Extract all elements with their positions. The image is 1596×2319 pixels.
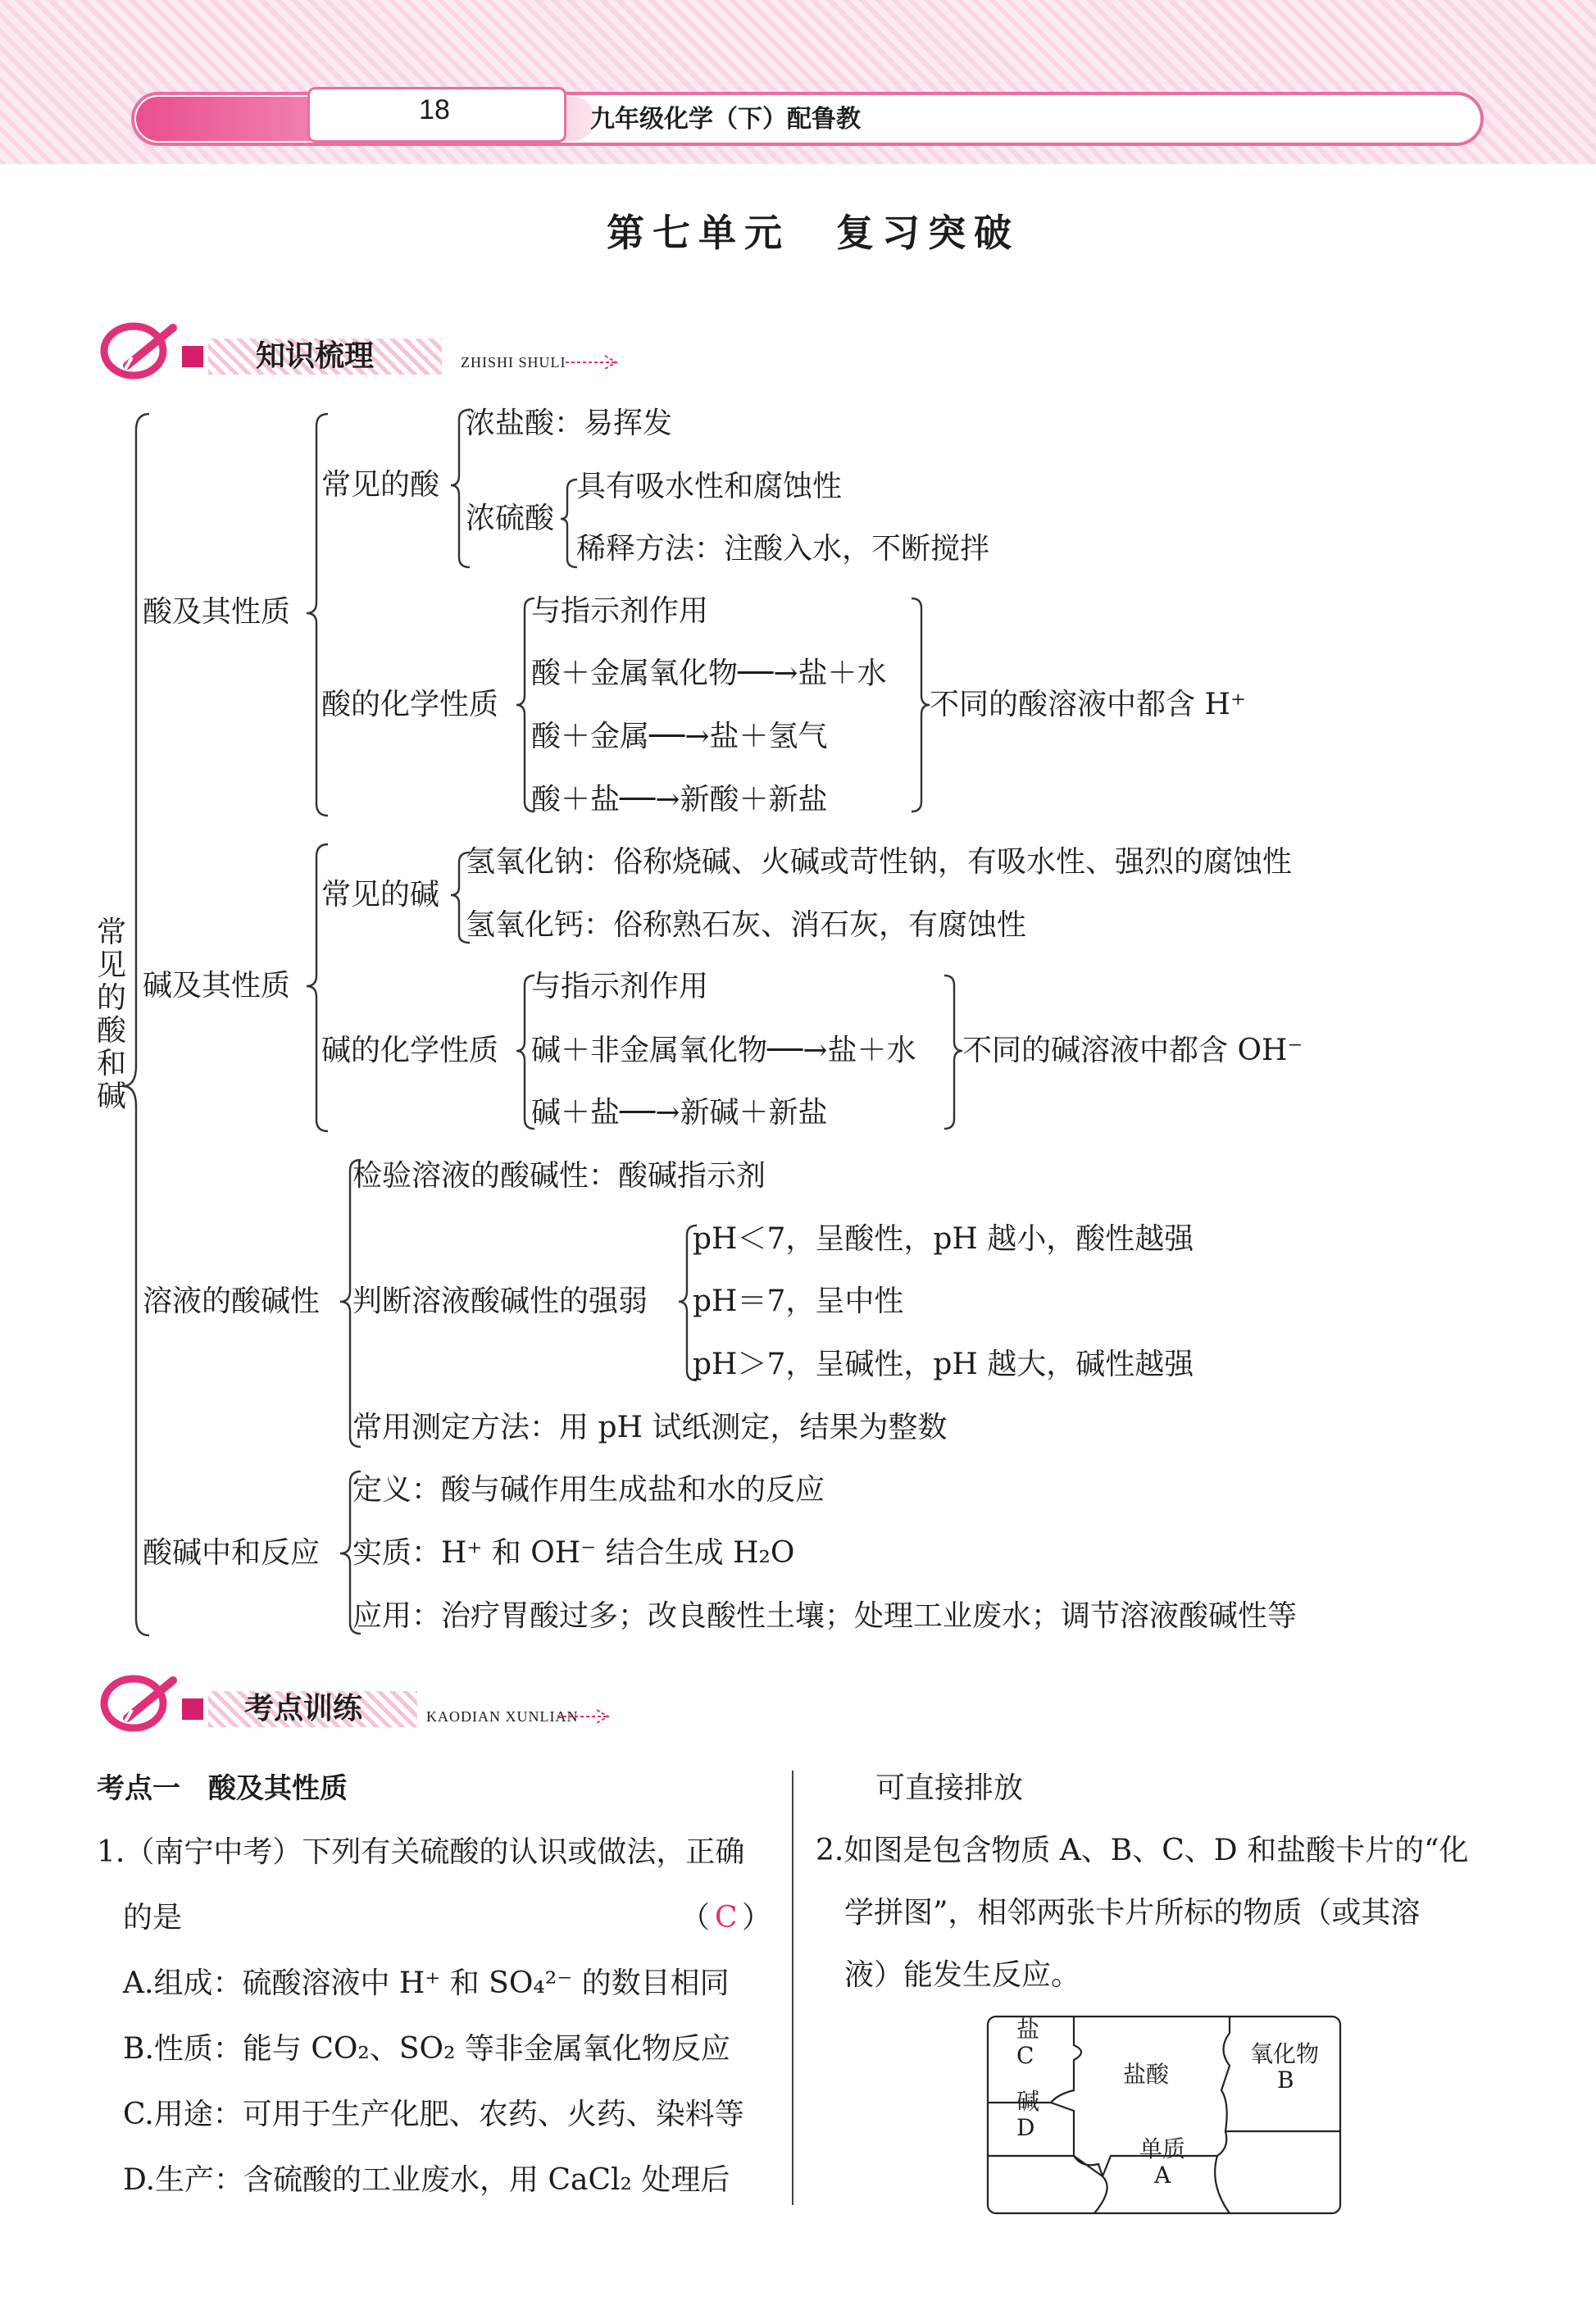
puzzle-hcl-label: 盐酸 bbox=[1123, 2061, 1170, 2088]
q1-option-d: D.生产：含硫酸的工业废水，用 CaCl₂ 处理后 bbox=[123, 2163, 730, 2197]
common-acids-label: 常见的酸 bbox=[321, 468, 440, 502]
brace-acid-chem-right bbox=[912, 598, 930, 812]
acid-chem-item-1: 与指示剂作用 bbox=[531, 594, 709, 628]
q1-stem-line2: 的是 bbox=[123, 1901, 183, 1935]
puzzle-element-label: 单质 bbox=[1139, 2135, 1186, 2162]
section-pinyin: ZHISHI SHULI bbox=[461, 354, 566, 371]
brace-acid-chem bbox=[516, 598, 534, 812]
section-title-knowledge: 知识梳理 bbox=[256, 339, 375, 372]
q1-paren-right: ） bbox=[742, 1901, 772, 1935]
h2so4-item-2: 稀释方法：注酸入水，不断搅拌 bbox=[576, 532, 990, 566]
section-marker bbox=[182, 346, 203, 367]
common-bases-item-2: 氢氧化钙：俗称熟石灰、消石灰，有腐蚀性 bbox=[466, 908, 1027, 942]
q2-line-1: 2.如图是包含物质 A、B、C、D 和盐酸卡片的“化 bbox=[816, 1834, 1469, 1867]
pen-icon-2 bbox=[94, 1664, 193, 1746]
puzzle-oxide-label: 氧化物 bbox=[1250, 2040, 1320, 2067]
puzzle-base-label: 碱 bbox=[1016, 2088, 1040, 2115]
neutral-label: 酸碱中和反应 bbox=[143, 1536, 321, 1570]
q1-option-c: C.用途：可用于生产化肥、农药、火药、染料等 bbox=[123, 2098, 744, 2131]
arrow-icon-2 bbox=[557, 1707, 615, 1723]
h2so4-label: 浓硫酸 bbox=[466, 502, 555, 535]
arrow-icon bbox=[566, 352, 623, 369]
base-chem-item-2: 碱＋非金属氧化物──→盐＋水 bbox=[531, 1034, 916, 1067]
q1-answer: C bbox=[715, 1901, 738, 1935]
base-chem-item-1: 与指示剂作用 bbox=[531, 970, 709, 1003]
brace-h2so4 bbox=[561, 480, 577, 567]
judge-item-1: pH＜7，呈酸性，pH 越小，酸性越强 bbox=[693, 1222, 1194, 1256]
acidity-test: 检验溶液的酸碱性：酸碱指示剂 bbox=[352, 1159, 766, 1193]
base-label: 碱及其性质 bbox=[143, 969, 291, 1003]
acidity-measure: 常用测定方法：用 pH 试纸测定，结果为整数 bbox=[352, 1411, 948, 1444]
judge-item-3: pH＞7，呈碱性，pH 越大，碱性越强 bbox=[693, 1348, 1194, 1381]
h2so4-item-1: 具有吸水性和腐蚀性 bbox=[576, 470, 843, 503]
hcl-text: 浓盐酸：易挥发 bbox=[466, 407, 673, 440]
neutral-item-3: 应用：治疗胃酸过多；改良酸性土壤；处理工业废水；调节溶液酸碱性等 bbox=[352, 1599, 1298, 1633]
judge-item-2: pH＝7，呈中性 bbox=[693, 1285, 904, 1318]
acidity-label: 溶液的酸碱性 bbox=[143, 1285, 321, 1318]
column-divider bbox=[792, 1771, 793, 2205]
acid-chem-note: 不同的酸溶液中都含 H⁺ bbox=[930, 688, 1246, 721]
acid-chem-label: 酸的化学性质 bbox=[321, 688, 499, 721]
tree-root-label: 常见的酸和碱 bbox=[96, 916, 126, 1113]
puzzle-salt-letter: C bbox=[1016, 2042, 1034, 2069]
q1-continuation: 可直接排放 bbox=[875, 1771, 1024, 1805]
base-chem-note: 不同的碱溶液中都含 OH⁻ bbox=[962, 1034, 1303, 1067]
neutral-item-1: 定义：酸与碱作用生成盐和水的反应 bbox=[352, 1473, 825, 1507]
acid-chem-item-3: 酸＋金属──→盐＋氢气 bbox=[531, 720, 828, 753]
exam-point-title: 考点一 酸及其性质 bbox=[97, 1773, 348, 1804]
q1-stem-line1: 1.（南宁中考）下列有关硫酸的认识或做法，正确 bbox=[97, 1835, 745, 1869]
brace-base-chem-right bbox=[944, 975, 962, 1129]
q1-option-b: B.性质：能与 CO₂、SO₂ 等非金属氧化物反应 bbox=[123, 2032, 730, 2066]
q1-option-a: A.组成：硫酸溶液中 H⁺ 和 SO₄²⁻ 的数目相同 bbox=[123, 1967, 730, 2000]
puzzle-oxide-letter: B bbox=[1277, 2067, 1294, 2094]
base-chem-item-3: 碱＋盐──→新碱＋新盐 bbox=[531, 1096, 828, 1130]
unit-title: 第七单元 复习突破 bbox=[607, 211, 1020, 255]
acid-chem-item-2: 酸＋金属氧化物──→盐＋水 bbox=[531, 657, 887, 690]
puzzle-element-letter: A bbox=[1154, 2162, 1171, 2189]
common-bases-label: 常见的碱 bbox=[321, 878, 440, 912]
acid-label: 酸及其性质 bbox=[143, 595, 291, 629]
q1-paren-left: （ bbox=[680, 1901, 711, 1935]
base-chem-label: 碱的化学性质 bbox=[321, 1034, 499, 1067]
acid-chem-item-4: 酸＋盐──→新酸＋新盐 bbox=[531, 783, 828, 816]
section-title-exam: 考点训练 bbox=[244, 1691, 363, 1725]
book-title: 九年级化学（下）配鲁教 bbox=[590, 106, 861, 133]
page-number: 18 bbox=[419, 94, 450, 125]
neutral-item-2: 实质：H⁺ 和 OH⁻ 结合生成 H₂O bbox=[352, 1536, 795, 1570]
q2-line-2: 学拼图”，相邻两张卡片所标的物质（或其溶 bbox=[844, 1896, 1421, 1930]
pen-icon bbox=[94, 311, 193, 393]
q2-line-3: 液）能发生反应。 bbox=[844, 1958, 1081, 1992]
puzzle-base-letter: D bbox=[1016, 2114, 1035, 2141]
puzzle-salt-label: 盐 bbox=[1016, 2016, 1040, 2043]
section-pinyin-2: KAODIAN XUNLIAN bbox=[426, 1708, 579, 1725]
common-bases-item-1: 氢氧化钠：俗称烧碱、火碱或苛性钠，有吸水性、强烈的腐蚀性 bbox=[466, 845, 1293, 879]
judge-label: 判断溶液酸碱性的强弱 bbox=[352, 1285, 648, 1318]
section-marker-2 bbox=[182, 1698, 203, 1720]
